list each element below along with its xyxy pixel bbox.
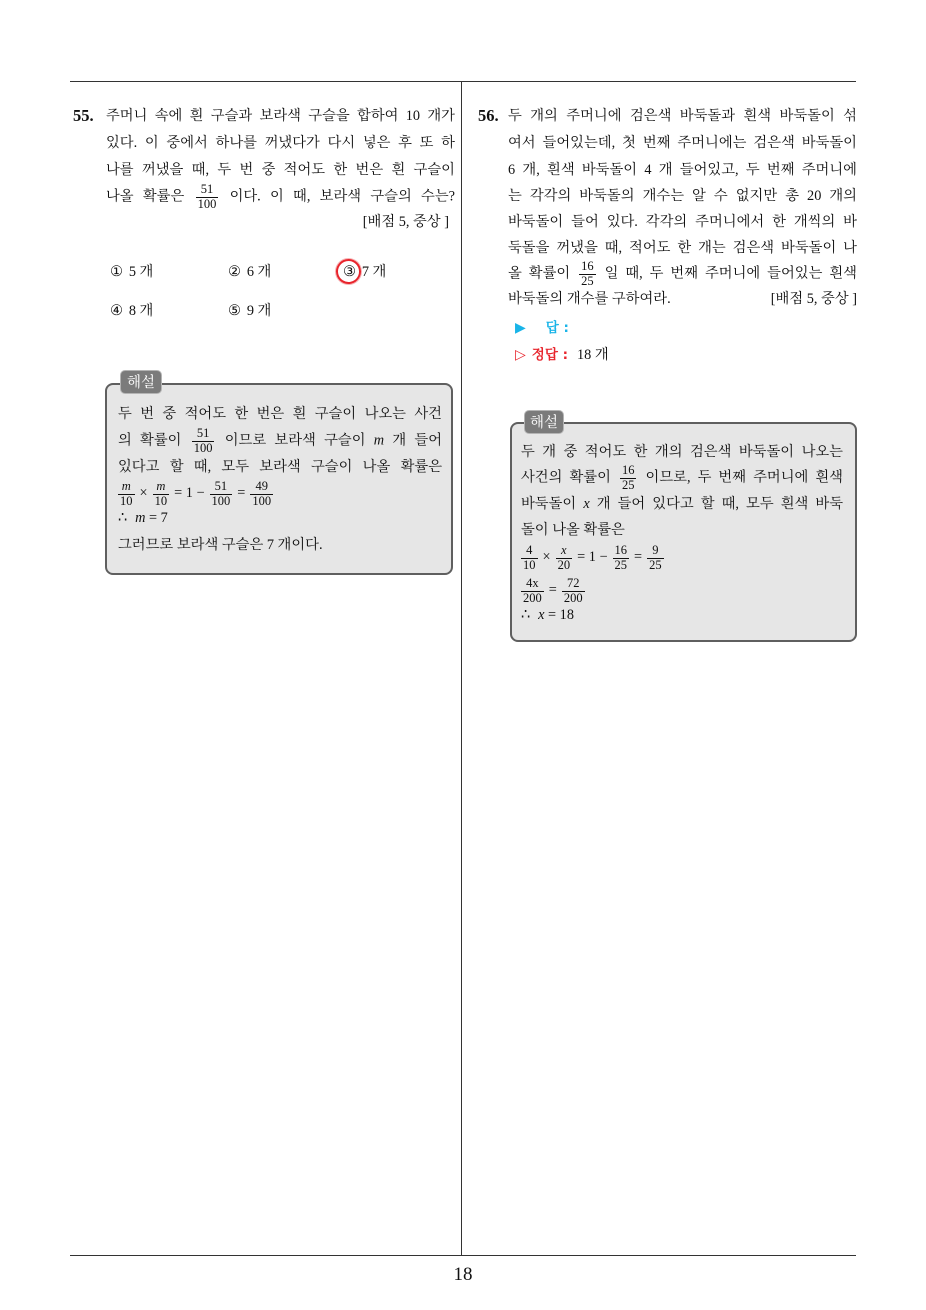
- choice-marker: ①: [110, 264, 123, 280]
- problem-text-line: 둑돌을 꺼냈을 때, 적어도 한 개는 검은색 바둑돌이 나: [508, 240, 857, 256]
- explanation-line: [118, 427, 442, 453]
- operator: = 1 −: [577, 549, 608, 566]
- explanation-line: 있다고 할 때, 모두 보라색 구슬이 나올 확률은: [118, 459, 442, 475]
- fraction-denominator: 10: [523, 557, 536, 572]
- fraction: [613, 544, 630, 572]
- choice-1: [110, 259, 153, 285]
- correct-answer-value: 18 개: [576, 347, 609, 363]
- choice-marker: ②: [228, 264, 241, 280]
- fraction-denominator: 25: [614, 557, 628, 572]
- equation-line: [521, 577, 587, 603]
- explanation-label: 해설: [120, 370, 162, 394]
- problem-text-line: [106, 183, 455, 209]
- equation-line: [521, 544, 666, 570]
- choice-text: 5 개: [128, 264, 154, 280]
- choice-marker: ③: [343, 259, 356, 285]
- choice-text: 9 개: [246, 303, 272, 319]
- fraction-denominator: 20: [557, 557, 571, 572]
- fraction-numerator: 4: [521, 544, 538, 559]
- choice-4: [110, 298, 153, 324]
- problem-number: 55.: [73, 106, 94, 125]
- bottom-rule: [70, 1255, 856, 1256]
- choice-5: [228, 298, 271, 324]
- fraction: [620, 464, 637, 492]
- explanation-label: 해설: [524, 410, 564, 434]
- variable: m: [373, 432, 385, 449]
- fraction: [153, 480, 170, 508]
- fraction: [556, 544, 573, 572]
- fraction: [250, 480, 273, 508]
- result-line: [118, 505, 168, 531]
- fraction-denominator: 100: [193, 440, 213, 455]
- fraction-denominator: 10: [120, 493, 133, 508]
- problem-text-line: 바둑돌이 들어 있다. 각각의 주머니에서 한 개씩의 바: [508, 214, 857, 230]
- fraction-numerator: m: [153, 480, 170, 495]
- fraction: [521, 544, 538, 572]
- fraction-numerator: 16: [614, 543, 628, 557]
- text-segment: 의 확률이: [118, 432, 182, 449]
- fraction: [579, 260, 596, 288]
- fraction-denominator: 100: [252, 493, 272, 508]
- text-segment: 일 때, 두 번째 주머니에 들어있는 흰색: [604, 265, 857, 282]
- score-label: [배점 5, 중상 ]: [770, 291, 857, 307]
- fraction: [647, 544, 664, 572]
- fraction-denominator: 25: [621, 477, 635, 492]
- explanation-line: [521, 491, 843, 517]
- correct-arrow-icon: ▷: [515, 347, 526, 363]
- fraction-denominator: 10: [154, 493, 168, 508]
- fraction-denominator: 25: [649, 557, 662, 572]
- explanation-line: 두 번 중 적어도 한 번은 흰 구슬이 나오는 사건: [118, 406, 442, 422]
- fraction-numerator: 9: [647, 544, 664, 559]
- fraction-numerator: m: [118, 480, 135, 495]
- text-segment: 이므로 보라색 구슬이: [224, 432, 366, 449]
- fraction-denominator: 100: [211, 493, 231, 508]
- choice-text: 8 개: [128, 303, 154, 319]
- text-segment: 사건의 확률이: [521, 469, 611, 486]
- text-segment: 올 확률이: [508, 265, 571, 282]
- page-number: 18: [453, 1264, 473, 1285]
- score-label: [배점 5, 중상 ]: [362, 214, 449, 230]
- explanation-box-55: [105, 375, 453, 575]
- text-segment: 이다. 이 때, 보라색 구슬의 수는?: [229, 188, 456, 205]
- operator: =: [634, 549, 643, 566]
- problem-number: 56.: [478, 106, 499, 125]
- result-value: = 7: [149, 510, 168, 526]
- operator: =: [237, 485, 246, 502]
- fraction-numerator: 51: [192, 427, 215, 442]
- answer-mark-circle: [334, 257, 364, 287]
- therefore-symbol: ∴: [521, 607, 531, 623]
- operator: = 1 −: [174, 485, 205, 502]
- fraction: [192, 427, 215, 455]
- answer-label: 답 :: [545, 320, 569, 336]
- problem-text-line: 여서 들어있는데, 첫 번째 주머니에는 검은색 바둑돌이: [508, 135, 857, 151]
- fraction-numerator: 4x: [521, 577, 544, 592]
- choice-text: 6 개: [246, 264, 272, 280]
- choice-3: [343, 259, 386, 285]
- problem-text-line: 주머니 속에 흰 구슬과 보라색 구슬을 합하여 10 개가: [106, 108, 455, 124]
- problem-text-line: [508, 260, 857, 286]
- choice-2: [228, 259, 271, 285]
- problem-text-line: 는 각각의 바둑돌의 개수는 알 수 없지만 총 20 개의: [508, 188, 857, 204]
- correct-answer-label: 정답 :: [531, 347, 568, 363]
- equation-line: [118, 480, 275, 506]
- text-segment: 나올 확률은: [106, 188, 185, 205]
- text-segment: 개 들어 있다고 할 때, 모두 흰색 바둑: [596, 496, 844, 512]
- fraction: [118, 480, 135, 508]
- explanation-box-56: [510, 415, 857, 642]
- explanation-line: [521, 464, 843, 490]
- fraction-denominator: 200: [563, 590, 583, 605]
- operator: ×: [542, 549, 551, 566]
- variable: x: [583, 496, 590, 512]
- fraction-denominator: 25: [581, 273, 594, 288]
- fraction-numerator: 16: [621, 463, 635, 477]
- fraction-denominator: 200: [523, 590, 542, 605]
- fraction: [521, 577, 544, 605]
- answer-arrow-icon: ▶: [515, 320, 526, 336]
- fraction: [562, 577, 585, 605]
- problem-text-line: 두 개의 주머니에 검은색 바둑돌과 흰색 바둑돌이 섞: [508, 108, 857, 124]
- top-rule: [70, 81, 856, 82]
- choice-marker: ④: [110, 303, 123, 319]
- explanation-line: 돌이 나올 확률은: [521, 522, 625, 538]
- text-segment: 이므로, 두 번째 주머니에 흰색: [645, 469, 843, 486]
- explanation-line: 그러므로 보라색 구슬은 7 개이다.: [118, 537, 323, 553]
- result-line: [521, 602, 574, 628]
- fraction-numerator: x: [556, 544, 573, 559]
- variable: m: [135, 510, 146, 526]
- problem-text-line: 있다. 이 중에서 하나를 꺼냈다가 다시 넣은 후 또 하: [106, 135, 455, 151]
- answer-row: [515, 315, 569, 341]
- operator: =: [548, 582, 557, 599]
- text-segment: 바둑돌이: [521, 496, 577, 512]
- fraction: [196, 183, 219, 211]
- column-divider: [461, 82, 462, 1256]
- fraction-numerator: 16: [581, 259, 594, 273]
- problem-text-line: 나를 꺼냈을 때, 두 번 중 적어도 한 번은 흰 구슬이: [106, 162, 455, 178]
- text-segment: 바둑돌의 개수를 구하여라.: [508, 291, 671, 307]
- fraction-denominator: 100: [197, 196, 217, 211]
- choice-marker: ⑤: [228, 303, 241, 319]
- fraction: [210, 480, 233, 508]
- fraction-numerator: 51: [210, 480, 233, 495]
- fraction-numerator: 51: [196, 183, 219, 198]
- choice-text: 7 개: [361, 264, 387, 280]
- text-segment: 개 들어: [392, 432, 443, 449]
- operator: ×: [139, 485, 148, 502]
- problem-text-line: 6 개, 흰색 바둑돌이 4 개 들어있고, 두 번째 주머니에: [508, 162, 857, 178]
- result-value: = 18: [548, 607, 574, 623]
- fraction-numerator: 49: [250, 480, 273, 495]
- fraction-numerator: 72: [562, 577, 585, 592]
- correct-answer-row: [515, 342, 609, 368]
- variable: x: [538, 607, 545, 623]
- explanation-line: 두 개 중 적어도 한 개의 검은색 바둑돌이 나오는: [521, 444, 843, 460]
- therefore-symbol: ∴: [118, 510, 128, 526]
- problem-text-line: [508, 286, 857, 312]
